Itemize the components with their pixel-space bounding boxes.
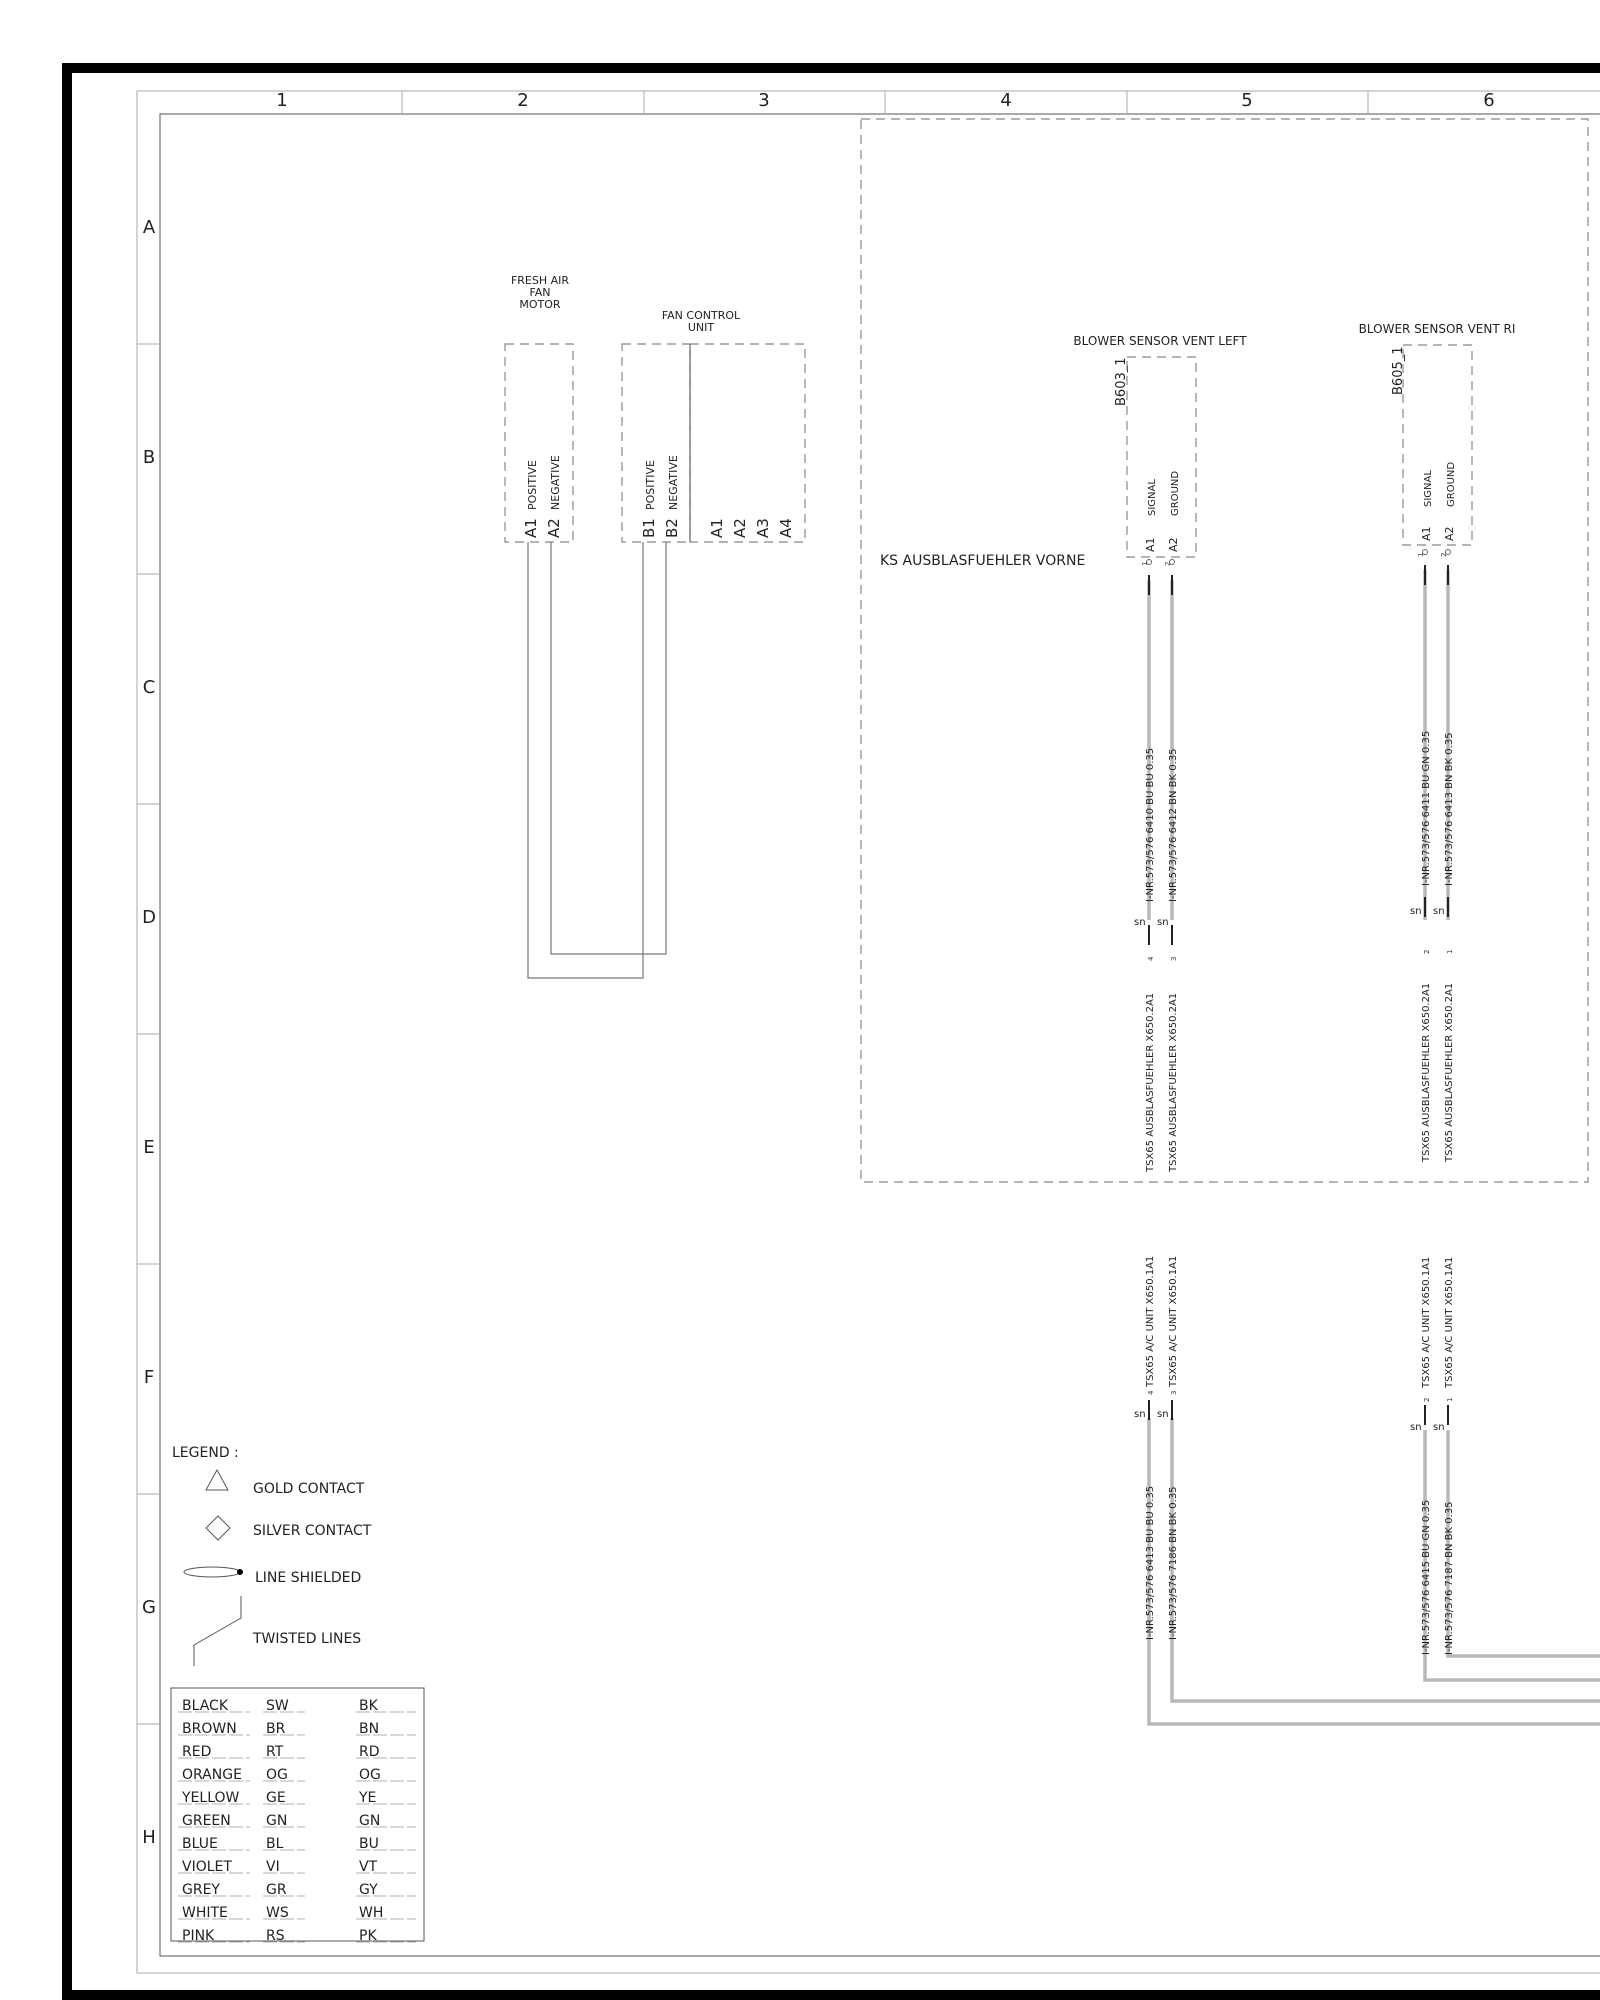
- sensor-left-box: [1127, 357, 1196, 557]
- fcu-pin-a1: A1: [708, 518, 726, 538]
- color-code-en: GN: [359, 1813, 381, 1829]
- ks-group-label: KS AUSBLASFUEHLER VORNE: [880, 553, 1086, 569]
- wire-right-2-splice: sn: [1433, 906, 1445, 917]
- color-code-en: GY: [359, 1882, 378, 1898]
- color-code-en: PK: [359, 1928, 377, 1944]
- row-label-b: B: [142, 447, 156, 468]
- legend-title: LEGEND :: [172, 1445, 239, 1461]
- column-dividers: [402, 91, 1368, 114]
- color-code-en: BN: [359, 1721, 380, 1737]
- row-label-e: E: [143, 1137, 155, 1158]
- wire-right-1-conn-num-upper: 2: [1423, 949, 1431, 954]
- frame-inner: [160, 114, 1600, 1956]
- fcu-pin-b1-label: POSITIVE: [644, 460, 657, 510]
- wire-left-2-labels: [1157, 748, 1179, 1640]
- wire-left-2-upper-label: I-NR.573/576 6412 BN BK 0.35: [1168, 748, 1179, 902]
- sensor-right-ground: GROUND: [1446, 461, 1457, 507]
- sensor-right-box: [1403, 345, 1472, 545]
- sensor-left-pin-a1: A1: [1144, 537, 1157, 552]
- color-code-de: WS: [266, 1905, 289, 1921]
- wire-right-2-conn-upper: TSX65 AUSBLASFUEHLER X650.2A1: [1444, 982, 1455, 1162]
- wire-left-1-conn-upper: TSX65 AUSBLASFUEHLER X650.2A1: [1145, 992, 1156, 1172]
- fan-motor-pin-a2: A2: [545, 518, 563, 538]
- fan-motor-pin-a2-label: NEGATIVE: [549, 455, 562, 510]
- fan-motor-title-1: FRESH AIR: [510, 274, 570, 287]
- color-name: GREEN: [182, 1813, 231, 1829]
- fan-wires: [528, 542, 666, 978]
- fan-motor-title-3: MOTOR: [519, 298, 561, 311]
- legend-twisted-lines: TWISTED LINES: [253, 1631, 362, 1647]
- color-name: VIOLET: [182, 1859, 232, 1875]
- row-label-f: F: [143, 1367, 155, 1388]
- wire-right-1-lower-label: I-NR.573/576 6415 BU GN 0.35: [1421, 1499, 1432, 1655]
- wire-left-1-conn-num-upper: 4: [1147, 956, 1155, 961]
- col-label-5: 5: [1241, 90, 1253, 111]
- wire-left-1-lower: [1149, 1418, 1600, 1724]
- col-label-2: 2: [517, 90, 529, 111]
- fan-wire-negative: [551, 542, 666, 954]
- wire-right-1-upper-label: I-NR.573/576 6411 BU GN 0.35: [1421, 730, 1432, 886]
- twisted-lines-icon: [194, 1596, 241, 1666]
- sensor-right-pin-a2: A2: [1443, 526, 1456, 541]
- color-code-en: RD: [359, 1744, 380, 1760]
- fcu-pin-a3: A3: [754, 518, 772, 538]
- wire-right-2-labels: [1433, 732, 1455, 1655]
- col-label-1: 1: [276, 90, 288, 111]
- color-code-en: YE: [359, 1790, 377, 1806]
- sensor-left-pin-num-2: 2: [1164, 561, 1172, 566]
- wire-left-1-splice-lower: sn: [1134, 1409, 1146, 1420]
- legend: [172, 1445, 372, 1666]
- blower-sensor-right[interactable]: [1359, 322, 1516, 557]
- line-shielded-dot-icon: [237, 1569, 243, 1575]
- line-shielded-icon: [184, 1567, 240, 1577]
- wire-left-1-splice: sn: [1134, 917, 1146, 928]
- legend-line-shielded: LINE SHIELDED: [255, 1570, 362, 1586]
- color-code-de: RS: [266, 1928, 285, 1944]
- color-code-de: GE: [266, 1790, 286, 1806]
- color-name: BLUE: [182, 1836, 218, 1852]
- wire-right-2-conn-lower: TSX65 A/C UNIT X650.1A1: [1444, 1256, 1455, 1388]
- wire-left-1-conn-lower: TSX65 A/C UNIT X650.1A1: [1145, 1255, 1156, 1387]
- fan-wire-positive: [528, 542, 643, 978]
- wire-left-2-lower: [1172, 1418, 1600, 1701]
- sensor-right-pin-a1: A1: [1420, 526, 1433, 541]
- fcu-pin-b2: B2: [663, 518, 681, 538]
- fcu-pin-a4: A4: [777, 518, 795, 538]
- fan-motor-title-2: FAN: [529, 286, 551, 299]
- wire-right-1-splice-lower: sn: [1410, 1422, 1422, 1433]
- wire-left-2-conn-num-lower: 3: [1170, 1390, 1178, 1395]
- sensor-right-ref: B605_1: [1391, 346, 1406, 395]
- color-name: WHITE: [182, 1905, 228, 1921]
- sensor-right-title: BLOWER SENSOR VENT RI: [1358, 322, 1516, 336]
- col-label-4: 4: [1000, 90, 1012, 111]
- sensor-wires: [1149, 570, 1600, 1724]
- wire-left-2-conn-num-upper: 3: [1170, 956, 1178, 961]
- sensor-left-signal: SIGNAL: [1147, 479, 1158, 516]
- row-labels: [142, 217, 156, 1848]
- fcu-title-2: UNIT: [687, 321, 715, 334]
- sensor-right-pin-num-2: 2: [1440, 552, 1448, 557]
- color-code-en: WH: [359, 1905, 384, 1921]
- wire-right-2-conn-num-lower: 1: [1446, 1397, 1454, 1402]
- sensor-right-signal: SIGNAL: [1423, 470, 1434, 507]
- frame-outer: [137, 91, 1600, 1973]
- fan-control-unit[interactable]: [622, 309, 805, 542]
- fresh-air-fan-motor[interactable]: [505, 274, 573, 542]
- wire-right-1-conn-lower: TSX65 A/C UNIT X650.1A1: [1421, 1256, 1432, 1388]
- col-label-3: 3: [758, 90, 770, 111]
- wire-right-2-lower-label: I-NR.573/576 7187 BN BK 0.35: [1444, 1501, 1455, 1655]
- color-name: GREY: [182, 1882, 220, 1898]
- color-code-de: OG: [266, 1767, 288, 1783]
- wire-right-1-splice: sn: [1410, 906, 1422, 917]
- sensor-left-ref: B603_1: [1114, 357, 1129, 406]
- sensor-left-pin-a2: A2: [1167, 537, 1180, 552]
- fcu-title-1: FAN CONTROL: [661, 309, 741, 322]
- legend-gold-contact: GOLD CONTACT: [253, 1481, 365, 1497]
- silver-contact-icon: [206, 1516, 230, 1540]
- ks-ausblasfuehler-group[interactable]: [861, 119, 1588, 1182]
- wire-left-2-conn-upper: TSX65 AUSBLASFUEHLER X650.2A1: [1168, 992, 1179, 1172]
- blower-sensor-left[interactable]: [1073, 334, 1247, 566]
- wire-right-1-conn-upper: TSX65 AUSBLASFUEHLER X650.2A1: [1421, 982, 1432, 1162]
- sensor-left-title: BLOWER SENSOR VENT LEFT: [1073, 334, 1247, 348]
- wire-left-1-upper-label: I-NR.573/576 6410 BU BU 0.35: [1145, 747, 1156, 902]
- wire-right-2-lower: [1448, 1430, 1600, 1656]
- fan-motor-box: [505, 344, 573, 542]
- color-code-table: [171, 1688, 424, 1944]
- fcu-box-right: [690, 344, 805, 542]
- gold-contact-icon: [206, 1470, 228, 1490]
- fcu-box-left: [622, 344, 690, 542]
- fcu-pin-b2-label: NEGATIVE: [667, 455, 680, 510]
- wire-left-1-conn-num-lower: 4: [1147, 1390, 1155, 1395]
- wire-left-2-lower-label: I-NR.573/576 7186 BN BK 0.35: [1168, 1486, 1179, 1640]
- wire-right-1-labels: [1410, 731, 1432, 1655]
- fcu-pin-a2: A2: [731, 518, 749, 538]
- sensor-right-pin-num-1: 1: [1417, 552, 1425, 557]
- color-code-de: VI: [266, 1859, 280, 1875]
- color-code-de: BL: [266, 1836, 284, 1852]
- fan-motor-pin-a1-label: POSITIVE: [526, 460, 539, 510]
- row-label-h: H: [142, 1827, 156, 1848]
- wire-left-2-conn-lower: TSX65 A/C UNIT X650.1A1: [1168, 1255, 1179, 1387]
- color-code-de: GN: [266, 1813, 288, 1829]
- color-name: RED: [182, 1744, 212, 1760]
- sensor-left-ground: GROUND: [1170, 470, 1181, 516]
- color-code-en: BK: [359, 1698, 378, 1714]
- sheet-border: [67, 68, 1600, 1995]
- col-label-6: 6: [1483, 90, 1495, 111]
- color-code-en: OG: [359, 1767, 381, 1783]
- color-name: YELLOW: [182, 1790, 240, 1806]
- legend-silver-contact: SILVER CONTACT: [253, 1523, 372, 1539]
- color-code-de: BR: [266, 1721, 286, 1737]
- wire-right-2-upper-label: I-NR.573/576 6413 BN BK 0.35: [1444, 732, 1455, 886]
- color-name: PINK: [182, 1928, 215, 1944]
- color-code-en: VT: [359, 1859, 378, 1875]
- sensor-left-pin-num-1: 1: [1141, 561, 1149, 566]
- fcu-pin-b1: B1: [640, 518, 658, 538]
- color-code-de: RT: [266, 1744, 284, 1760]
- color-name: BROWN: [182, 1721, 237, 1737]
- wire-left-1-labels: [1134, 748, 1156, 1640]
- wire-right-2-splice-lower: sn: [1433, 1422, 1445, 1433]
- color-code-en: BU: [359, 1836, 379, 1852]
- wire-left-1-lower-label: I-NR.573/576 6413 BU BU 0.35: [1145, 1485, 1156, 1640]
- fan-motor-pin-a1: A1: [522, 518, 540, 538]
- color-code-de: SW: [266, 1698, 289, 1714]
- color-name: BLACK: [182, 1698, 229, 1714]
- wire-right-2-conn-num-upper: 1: [1446, 949, 1454, 954]
- wire-right-1-conn-num-lower: 2: [1423, 1397, 1431, 1402]
- splice-stubs: [1149, 565, 1448, 1425]
- row-label-d: D: [142, 907, 156, 928]
- row-label-c: C: [142, 677, 156, 698]
- row-dividers: [137, 344, 160, 1724]
- wire-left-2-splice: sn: [1157, 917, 1169, 928]
- color-table-rows: [178, 1698, 416, 1944]
- row-label-g: G: [142, 1597, 156, 1618]
- wire-left-2-splice-lower: sn: [1157, 1409, 1169, 1420]
- ks-group-box: [861, 119, 1588, 1182]
- row-label-a: A: [142, 217, 156, 238]
- color-name: ORANGE: [182, 1767, 242, 1783]
- color-code-de: GR: [266, 1882, 287, 1898]
